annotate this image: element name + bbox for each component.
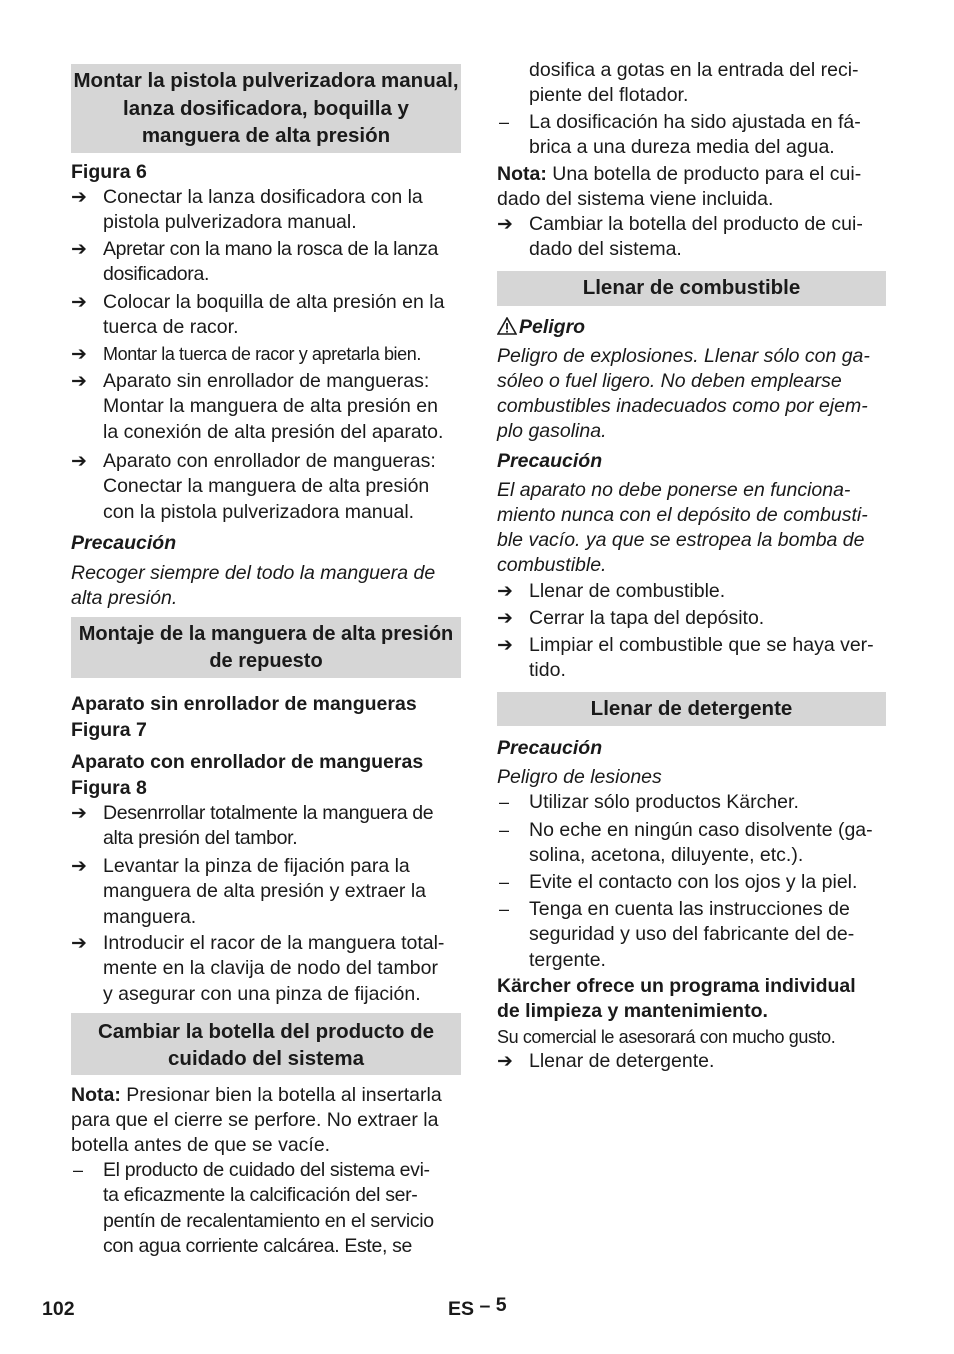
step-text: Montar la tuerca de racor y apretarla bien. (103, 344, 421, 364)
step-text: Conectar la lanza dosificadora con la pistola pulverizadora manual. (103, 186, 423, 234)
dash-text: Utilizar sólo productos Kärcher. (529, 791, 799, 813)
subheading: Aparato sin enrollador de mangueras (71, 693, 417, 715)
step-text: Cambiar la botella del producto de cui- dado del sistema. (529, 213, 863, 261)
arrow-icon: ➔ (497, 1051, 513, 1072)
arrow-icon: ➔ (497, 608, 513, 629)
arrow-icon: ➔ (71, 371, 87, 392)
note-text: para que el cierre se perfore. No extraer la (71, 1109, 439, 1131)
step-text: Introducir el racor de la manguera total- mente en la clavija de nodo del tambor y asegurar con una pinza de fijación. (103, 932, 445, 1005)
dash-text: El producto de cuidado del sistema evi- ta eficazmente la calcificación del ser- pentín de recalentamiento en el servicio con agua corriente calcárea. Este, se (103, 1159, 434, 1257)
dash-bullet: – (499, 112, 510, 132)
warning-triangle-icon (497, 317, 519, 342)
note-text: Una botella de producto para el cui- (552, 163, 862, 185)
note-line (497, 162, 886, 187)
step-text: Colocar la boquilla de alta presión en la tuerca de racor. (103, 291, 445, 339)
dash-bullet: – (499, 792, 510, 812)
dash-text: Evite el contacto con los ojos y la piel. (529, 871, 858, 893)
step-text: Llenar de detergente. (529, 1050, 715, 1072)
figure-label: Figura 7 (71, 719, 147, 741)
caution-text: Recoger siempre del todo la manguera de (71, 562, 436, 584)
note-text: Presionar bien la botella al insertarla (126, 1084, 442, 1106)
caution-label: Precaución (497, 450, 603, 472)
arrow-icon: ➔ (71, 187, 87, 208)
dash-bullet: – (499, 820, 510, 840)
page-number: 102 (42, 1298, 75, 1320)
step-text: Apretar con la mano la rosca de la lanza dosificadora. (103, 238, 439, 286)
heading-text: Montar la pistola pulverizadora manual, lanza dosificadora, boquilla y manguera de alta presión (73, 69, 459, 147)
footer-language-code (448, 1294, 507, 1322)
note-text: dado del sistema viene incluida. (497, 188, 774, 210)
note-label: Nota: (71, 1084, 121, 1106)
section-heading-combustible (497, 271, 886, 306)
arrow-icon: ➔ (71, 856, 87, 877)
section-heading-mount (71, 64, 461, 153)
arrow-icon: ➔ (497, 635, 513, 656)
arrow-icon: ➔ (497, 214, 513, 235)
danger-text: plo gasolina. (497, 420, 607, 442)
caution-text: ble vacío. ya que se estropea la bomba de (497, 529, 865, 551)
subheading: Aparato con enrollador de mangueras (71, 751, 424, 773)
danger-line (497, 315, 886, 342)
step-text: Desenrrollar totalmente la manguera de alta presión del tambor. (103, 802, 434, 850)
step-text: Aparato con enrollador de mangueras: Conectar la manguera de alta presión con la pistola pulverizadora manual. (103, 450, 436, 523)
dash-text: La dosificación ha sido ajustada en fá- brica a una dureza media del agua. (529, 111, 861, 159)
arrow-icon: ➔ (71, 933, 87, 954)
step-text: Cerrar la tapa del depósito. (529, 607, 765, 629)
step-text: Limpiar el combustible que se haya ver- tido. (529, 634, 874, 682)
note-text: botella antes de que se vacíe. (71, 1134, 331, 1156)
arrow-icon: ➔ (71, 344, 87, 365)
step-text: Levantar la pinza de fijación para la manguera de alta presión y extraer la manguera. (103, 855, 427, 928)
dash-bullet: – (499, 899, 510, 919)
dash-text: dosifica a gotas en la entrada del reci- piente del flotador. (529, 59, 859, 107)
arrow-icon: ➔ (497, 581, 513, 602)
heading-text: Llenar de combustible (582, 276, 801, 299)
dash-bullet: – (73, 1160, 84, 1180)
section-heading-detergente (497, 692, 886, 726)
danger-label: Peligro (519, 316, 586, 338)
section-heading-montaje (71, 617, 461, 678)
danger-text: Peligro de explosiones. Llenar sólo con ga- (497, 345, 870, 367)
caution-text: alta presión. (71, 587, 178, 609)
caution-text: combustible. (497, 554, 607, 576)
language-code: ES (448, 1298, 475, 1320)
step-text: Aparato sin enrollador de mangueras: Montar la manguera de alta presión en la conexión de alta presión del aparato. (103, 370, 444, 443)
caution-text: El aparato no debe ponerse en funciona- (497, 479, 851, 501)
section-heading-cambiar (71, 1013, 461, 1075)
caution-text: miento nunca con el depósito de combusti- (497, 504, 868, 526)
note-label: Nota: (497, 163, 547, 185)
heading-text: Cambiar la botella del producto de cuidado del sistema (97, 1020, 435, 1070)
figure-label: Figura 6 (71, 161, 147, 183)
step-text: Llenar de combustible. (529, 580, 726, 602)
dealer-note: Su comercial le asesorará con mucho gusto. (497, 1027, 836, 1047)
arrow-icon: ➔ (71, 451, 87, 472)
danger-text: sóleo o fuel ligero. No deben emplearse (497, 370, 842, 392)
heading-text: Montaje de la manguera de alta presión de repuesto (78, 623, 454, 672)
figure-label: Figura 8 (71, 777, 147, 799)
bold-note: de limpieza y mantenimiento. (497, 1000, 768, 1022)
arrow-icon: ➔ (71, 239, 87, 260)
arrow-icon: ➔ (71, 803, 87, 824)
caution-label: Precaución (497, 737, 603, 759)
bold-note: Kärcher ofrece un programa individual (497, 975, 856, 997)
heading-text: Llenar de detergente (590, 697, 793, 720)
note-line (71, 1083, 461, 1108)
danger-text: combustibles inadecuados como por ejem- (497, 395, 868, 417)
section-page-number: 5 (495, 1294, 507, 1316)
footer-separator: – (479, 1295, 491, 1317)
dash-bullet: – (499, 872, 510, 892)
arrow-icon: ➔ (71, 292, 87, 313)
caution-text: Peligro de lesiones (497, 766, 662, 788)
caution-label: Precaución (71, 532, 177, 554)
dash-text: No eche en ningún caso disolvente (ga- solina, acetona, diluyente, etc.). (529, 819, 873, 867)
dash-text: Tenga en cuenta las instrucciones de seguridad y uso del fabricante del de- tergente. (529, 898, 855, 971)
